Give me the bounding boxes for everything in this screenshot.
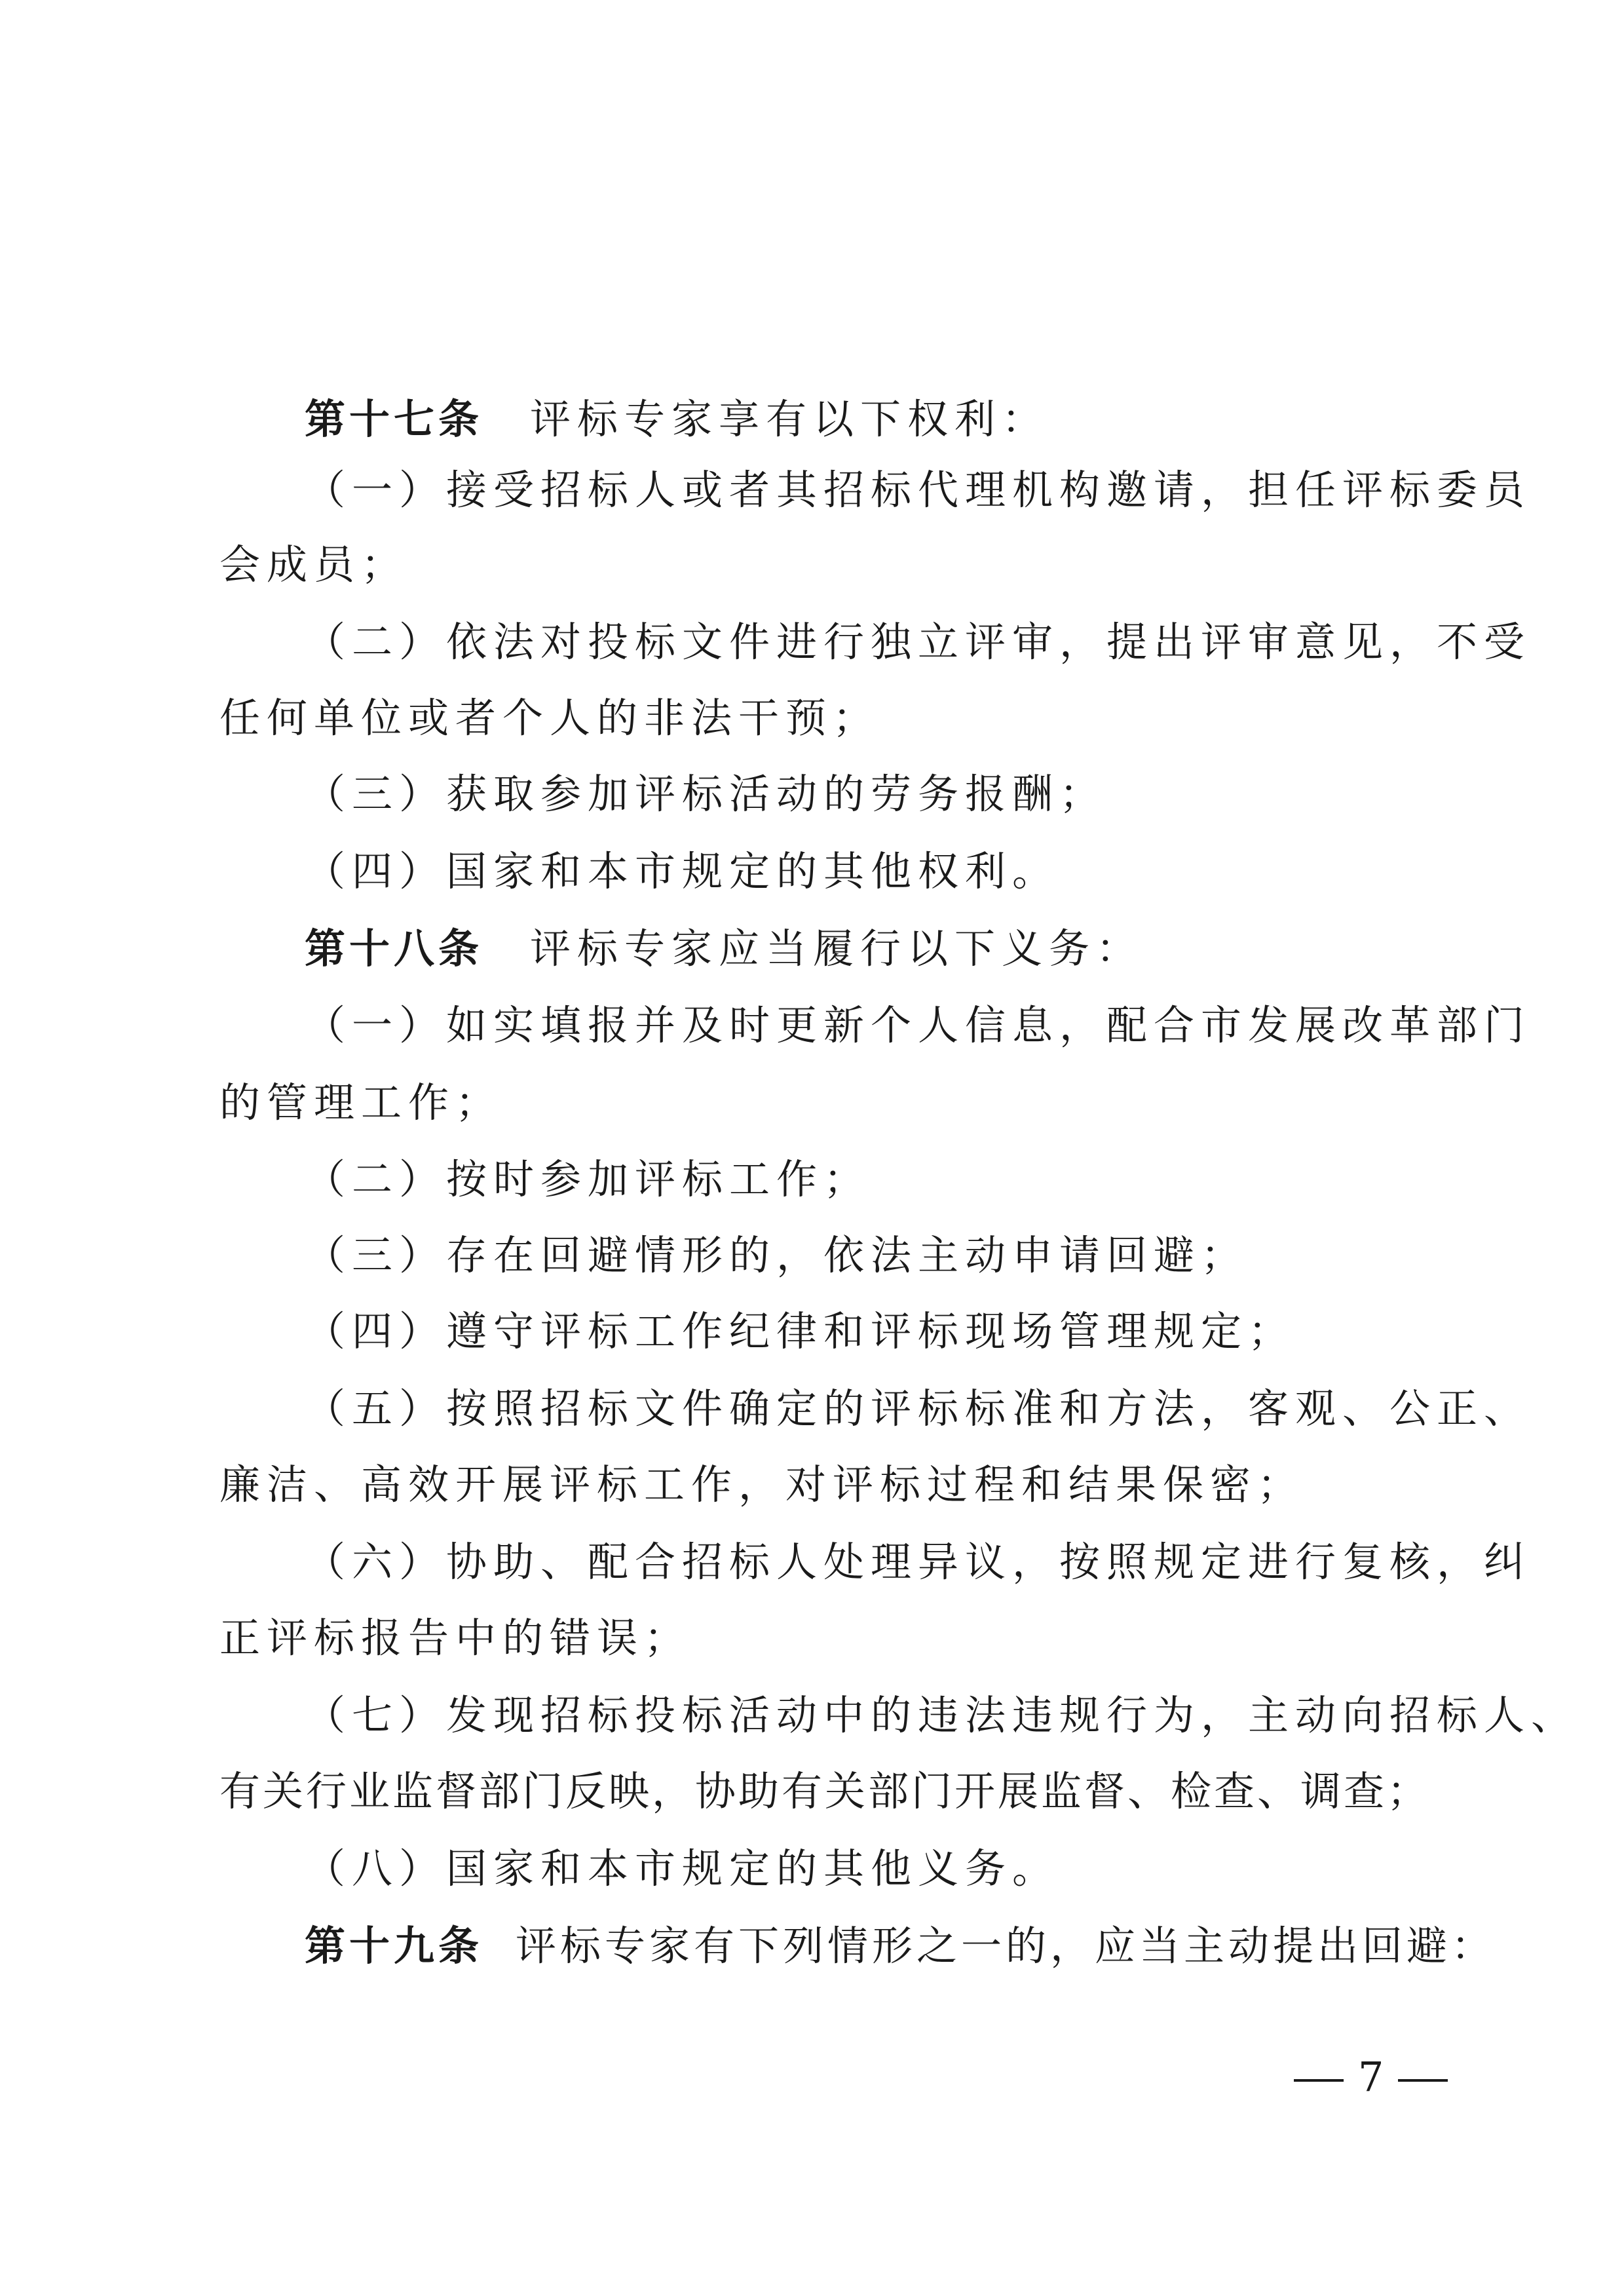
article-17-intro: 评标专家享有以下权利： — [530, 395, 1049, 443]
article-17-item-2-line-2: 任何单位或者个人的非法干预； — [219, 694, 880, 742]
page-number-left-dash — [1294, 2079, 1344, 2082]
article-17-title: 第十七条 — [305, 395, 483, 443]
article-17-item-2-line-1: （二）依法对投标文件进行独立评审，提出评审意见，不受 — [305, 618, 1532, 666]
article-17-heading-line — [305, 393, 1049, 446]
article-18-item-2: （二）按时参加评标工作； — [305, 1155, 871, 1203]
article-17-item-1-line-1: （一）接受招标人或者其招标代理机构邀请，担任评标委员 — [305, 466, 1532, 514]
article-18-item-3: （三）存在回避情形的，依法主动申请回避； — [305, 1231, 1249, 1279]
article-18-item-6-line-1: （六）协助、配合招标人处理异议，按照规定进行复核，纠 — [305, 1538, 1532, 1586]
article-18-item-7-line-1: （七）发现招标投标活动中的违法违规行为，主动向招标人、 — [305, 1691, 1579, 1739]
article-18-item-8: （八）国家和本市规定的其他义务。 — [305, 1845, 1060, 1892]
article-18-item-5-line-2: 廉洁、高效开展评标工作，对评标过程和结果保密； — [219, 1461, 1305, 1508]
article-18-item-1-line-1: （一）如实填报并及时更新个人信息，配合市发展改革部门 — [305, 1001, 1532, 1049]
article-18-item-5-line-1: （五）按照招标文件确定的评标标准和方法，客观、公正、 — [305, 1385, 1532, 1432]
article-19-title: 第十九条 — [305, 1922, 483, 1970]
article-19-intro: 评标专家有下列情形之一的，应当主动提出回避： — [516, 1922, 1496, 1970]
article-18-item-4: （四）遵守评标工作纪律和评标现场管理规定； — [305, 1307, 1296, 1355]
article-18-intro: 评标专家应当履行以下义务： — [530, 925, 1144, 972]
article-18-item-1-line-2: 的管理工作； — [219, 1079, 503, 1126]
page-number: 7 — [1358, 2053, 1384, 2101]
article-18-title: 第十八条 — [305, 925, 483, 972]
article-18-item-7-line-2: 有关行业监督部门反映，协助有关部门开展监督、检查、调查； — [219, 1767, 1431, 1815]
article-17-item-1-line-2: 会成员； — [219, 541, 409, 588]
page-number-right-dash — [1398, 2079, 1448, 2082]
article-17-item-4: （四）国家和本市规定的其他权利。 — [305, 847, 1060, 895]
article-19-heading-line — [305, 1920, 1496, 1972]
article-18-item-6-line-2: 正评标报告中的错误； — [219, 1614, 692, 1662]
article-18-heading-line — [305, 923, 1143, 975]
page-number-footer — [1294, 2051, 1448, 2103]
article-17-item-3: （三）获取参加评标活动的劳务报酬； — [305, 770, 1107, 818]
